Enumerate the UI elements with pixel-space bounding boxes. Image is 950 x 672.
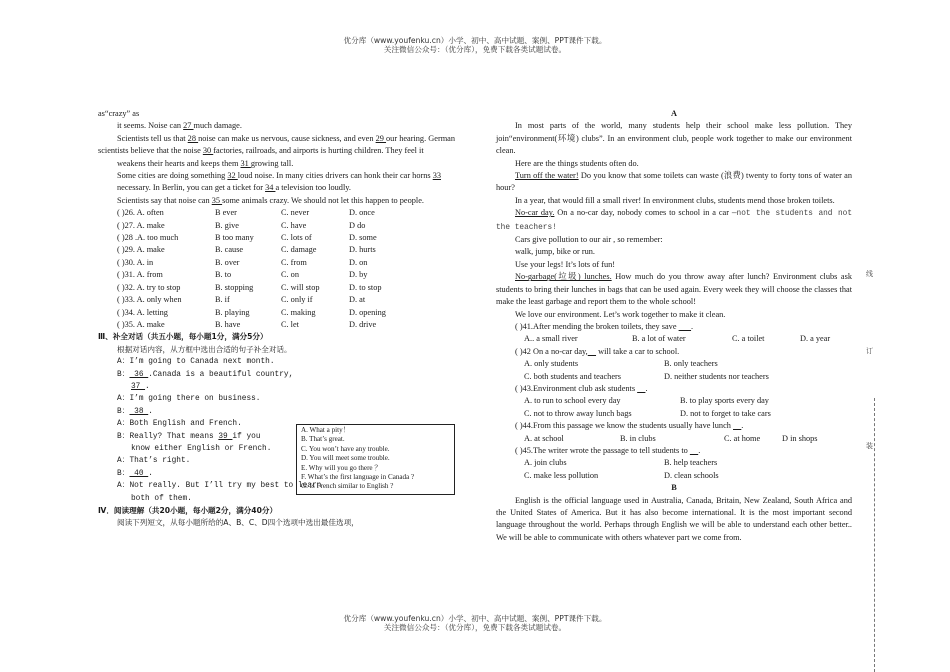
page-header — [0, 36, 950, 54]
passage-b-p1: English is the official language used in Australia, Canada, Britain, New Zealand, South Africa and the United States of America. But it has also become international. It is the most important second language throughout the world. Perhaps through English we will be able to understand each other better.. We will be able to communicate with others whatever part we come from. — [496, 495, 852, 542]
dialogue-line: A：I’m going to Canada next month. — [117, 358, 275, 367]
question-44: ( )44.From this passage we know the students usually have lunch . — [515, 421, 744, 431]
question-43-options-2: C. not to throw away lunch bags D. not to forget to take cars — [524, 408, 771, 418]
question-row: ( )31. A. from B. to C. on D. by — [117, 270, 368, 280]
passage-b-label: B — [671, 483, 677, 493]
question-row: ( )34. A. letting B. playing C. making D. opening — [117, 307, 386, 317]
cloze-line-2: it seems. Noise can 27 much damage. — [117, 121, 242, 131]
cloze-paragraph-2: Scientists tell us that 28 noise can make us nervous, cause sickness, and even 29 our hearing. German scientists believe that the noise 30 factories, railroads, and airports is hurting children. They feel it — [98, 133, 455, 156]
cloze-question-list — [98, 207, 455, 331]
question-row: ( )26. A. often B ever C. never D. once — [117, 208, 375, 218]
option-d: D. You will meet some trouble. — [301, 454, 390, 463]
question-row: ( )33. A. only when B. if C. only if D. at — [117, 295, 366, 305]
passage-a-p2: Here are the things students often do. — [515, 158, 639, 168]
passage-a-p1: In most parts of the world, many students help their school make less pollution. They join“environment(环境) clubs”. In an environment club, people work together to make our environment clean. — [496, 121, 852, 156]
passage-a-p8: Use your legs! It’s lots of fun! — [515, 259, 616, 269]
passage-a-p7: walk, jump, bike or run. — [515, 247, 595, 257]
passage-a-p10: We love our environment. Let’s work together to make it clean. — [515, 309, 726, 319]
cloze-paragraph-5: necessary. In Berlin, you can get a ticket for 34 a television too loudly. — [117, 183, 351, 193]
binding-mark-line: 线 — [866, 270, 873, 278]
section-3-title: Ⅲ、补全对话（共五小题，每小题1分，满分5分） — [98, 332, 268, 342]
cloze-line-1: as“crazy” as — [98, 109, 140, 118]
option-e: E. Why will you go there ？ — [301, 463, 382, 472]
dialogue-line: A：Not really. But I’ll try my best to learn — [117, 482, 322, 491]
question-row: ( )27. A. make B. give C. have D do — [117, 220, 366, 230]
option-g: G. Is French similar to English ? — [301, 482, 394, 491]
passage-a-p4: In a year, that would fill a small river! In environment clubs, students mend those broken toilets. — [515, 195, 835, 205]
dialogue-line: both of them. — [131, 494, 192, 503]
passage-a-p6: Cars give pollution to our air , so remember: — [515, 235, 663, 245]
cloze-paragraph-4: Some cities are doing something 32 loud noise. In many cities drivers can honk their car horns 33 — [117, 171, 441, 181]
cloze-paragraph-3: weakens their hearts and keeps them 31 growing tall. — [117, 158, 294, 168]
binding-mark-seal: 装 — [866, 442, 873, 450]
question-44-options: A. at school B. in clubs C. at home D in shops — [524, 433, 818, 443]
question-42-options-1: A. only students B. only teachers — [524, 359, 718, 369]
right-column — [496, 108, 852, 544]
question-row: ( )32. A. try to stop B. stopping C. will stop D. to stop — [117, 282, 382, 292]
dialogue-line: B： 40 . — [117, 469, 153, 478]
binding-mark-bind: 订 — [866, 347, 873, 355]
dialogue-line: B：Really? That means 39 if you — [117, 432, 261, 441]
header-line-1: 优分库（www.youfenku.cn）小学、初中、高中试题、案例、PPT课件下载。 — [343, 36, 607, 45]
passage-a-label: A — [671, 109, 677, 118]
question-42-options-2: C. both students and teachers D. neither students nor teachers — [524, 371, 769, 381]
dialogue-line: know either English or French. — [131, 444, 272, 453]
question-41: ( )41.After mending the broken toilets, they save . — [515, 321, 694, 331]
option-c: C. You won’t have any trouble. — [301, 444, 390, 453]
question-41-options: A.. a small river B. a lot of water C. a toilet D. a year — [524, 334, 831, 344]
passage-a-p3: Turn off the water! Do you know that some toilets can waste (浪费) twenty to forty tons of water an hour? — [496, 171, 852, 193]
passage-a-p5: No-car day. On a no-car day, nobody comes to school in a car —not the students and not the teachers! — [496, 208, 852, 232]
question-43-options-1: A. to run to school every day B. to play sports every day — [524, 396, 769, 406]
option-f: F. What’s the first language in Canada ? — [301, 473, 415, 482]
cloze-paragraph-6: Scientists say that noise can 35 some animals crazy. We should not let this happen to people. — [117, 195, 424, 205]
option-a: A. What a pity！ — [301, 426, 350, 434]
footer-line-2: 关注微信公众号：（优分库），免费下载各类试题试卷。 — [383, 623, 567, 632]
dialogue-line: 37 . — [131, 382, 150, 391]
passage-a-p9: No-garbage(垃圾) lunches. How much do you throw away after lunch? Environment clubs ask students to bring their lunches in bags that can be used again. Every week they will choose the classes that make the least garbage and report them to the whole school! — [496, 272, 852, 307]
question-45-options-2: C. make less pollution D. clean schools — [524, 470, 719, 480]
question-45: ( )45.The writer wrote the passage to tell students to . — [515, 445, 701, 455]
footer-line-1: 优分库（www.youfenku.cn）小学、初中、高中试题、案例、PPT课件下载。 — [343, 614, 607, 623]
question-43: ( )43.Environment club ask students . — [515, 383, 648, 393]
dialogue-options-box — [296, 424, 455, 495]
dialogue-line: B： 38 . — [117, 407, 153, 416]
header-line-2: 关注微信公众号：（优分库），免费下载各类试题试卷。 — [383, 45, 567, 54]
question-row: ( )30. A. in B. over C. from D. on — [117, 257, 368, 267]
page-footer — [0, 614, 950, 632]
section-3-instruction: 根据对话内容，从方框中选出合适的句子补全对话。 — [117, 344, 292, 354]
dialogue-line: A：That’s right. — [117, 457, 191, 466]
question-42: ( )42 On a no-car day, will take a car to school. — [515, 346, 680, 356]
question-row: ( )28 .A. too much B too many C. lots of D. some — [117, 233, 377, 243]
question-45-options-1: A. join clubs B. help teachers — [524, 458, 718, 468]
dialogue-line: A：Both English and French. — [117, 420, 242, 429]
question-row: ( )35. A. make B. have C. let D. drive — [117, 319, 377, 329]
question-row: ( )29. A. make B. cause C. damage D. hurts — [117, 245, 376, 255]
dialogue-line: B： 36 .Canada is a beautiful country, — [117, 370, 294, 379]
section-4-title: Ⅳ．阅读理解（共20小题，每小题2分，满分40分） — [98, 506, 278, 515]
section-4-instruction: 阅读下列短文，从每小题所给的A、B、C、D四个选项中选出最佳选项， — [117, 518, 359, 528]
dialogue-line: A：I’m going there on business. — [117, 395, 261, 404]
option-b: B. That’s great. — [301, 435, 345, 444]
